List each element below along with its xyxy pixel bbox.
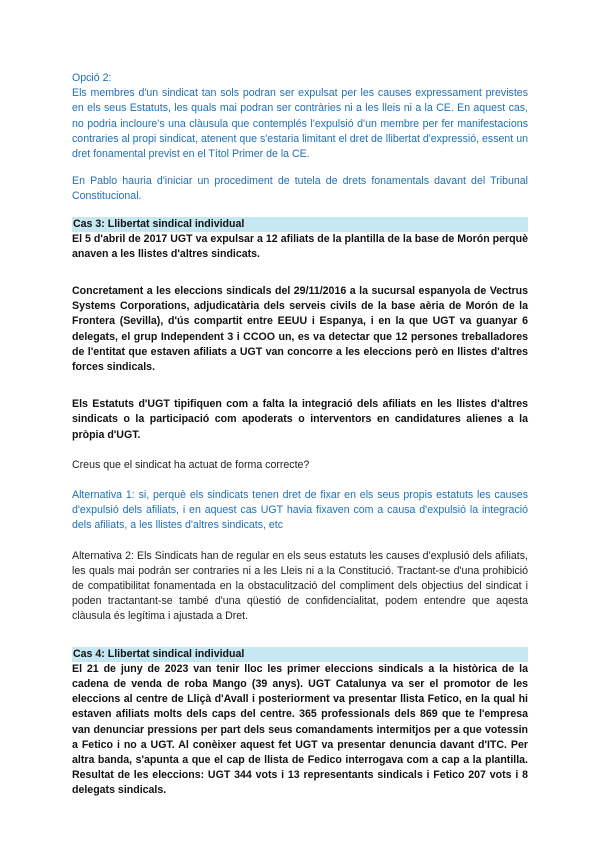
- document-page: [72, 71, 528, 799]
- opcio2-paragraph-2: En Pablo hauria d'iniciar un procediment de tutela de drets fonamentals davant del Tribunal Constitucional.: [72, 175, 528, 203]
- cas3-alternative-2: Alternativa 2: Els Sindicats han de regular en els seus estatuts les causes d'explusió dels afiliats, les quals mai podrán ser contraries ni a les Lleis ni a la Constitució. Tractant-se d'una prohibició de compatibilitat fonamentada en la obstaculització del compliment dels objectius del sindicat i poden tractantant-se també d'una qüestió de confidencialitat, podem entendre que aqesta clàusula és legítima i ajustada a Dret.: [72, 549, 528, 623]
- cas3-paragraph-1: El 5 d'abril de 2017 UGT va expulsar a 12 afiliats de la plantilla de la base de Morón perquè anaven a les llistes d'altres sindicats.: [72, 232, 528, 260]
- opcio2-paragraph-1: Els membres d'un sindicat tan sols podran ser expulsat per les causes expressament previstes en els seus Estatuts, les quals mai podran ser contràries ni a les lleis ni a la CE. En aquest cas, no podria incloure's una clàusula que contemplés l'expulsió d'un membre per fer manifestacions contraries al propi sindicat, atenent que s'estaria limitant el dret de llibertat d'expressió, essent un dret fonamental previst en el Títol Primer de la CE.: [72, 87, 528, 161]
- cas3-question: Creus que el sindicat ha actuat de forma correcte?: [72, 458, 310, 471]
- cas4-paragraph-1: El 21 de juny de 2023 van tenir lloc les primer eleccions sindicals a la històrica de la cadena de venda de roba Mango (39 anys). UGT Catalunya va ser el promotor de les eleccions al centre de Lliçà d'Avall i posteriorment va presentar llista Fetico, en la qual hi estaven afiliats molts dels caps del centre. 365 professionals dels 869 que te l'empresa van denunciar pressions per part dels seus comandaments intermitjos per a que votessin a Fetico i no a UGT. Al conèixer aquest fet UGT va presentar denuncia davant d'ITC. Per altra banda, s'apunta a que el cap de llista de Fedico interrogava com a cap a la plantilla. Resultat de les eleccions: UGT 344 vots i 13 representants sindicals i Fetico 207 vots i 8 delegats sindicals.: [72, 662, 528, 797]
- cas3-paragraph-3: Els Estatuts d'UGT tipifiquen com a falta la integració dels afiliats en les llistes d'altres sindicats o la participació com apoderats o interventors en candidatures alienes a la pròpia d'UGT.: [72, 398, 528, 441]
- cas3-paragraph-2: Concretament a les eleccions sindicals del 29/11/2016 a la sucursal espanyola de Vectrus Systems Corporations, adjudicatària dels serveis civils de la base aèria de Morón de la Frontera (Sevilla), d'ús compartit entre EEUU i Espanya, i en la que UGT va guanyar 6 delegats, el grup Independent 3 i CCOO un, es va detectar que 12 persones treballadores de l'entitat que estaven afiliats a UGT van concorre a les eleccions però en llistes d'altres forces sindicals.: [72, 285, 528, 374]
- cas3-alternative-1: Alternativa 1: si, perquè els sindicats tenen dret de fixar en els seus propis estatuts les causes d'expulsió dels afiliats, i en aquest cas UGT havia fixaven com a causa d'expulsió la integració dels afiliats, a les llistes d'altres sindicats, etc: [72, 489, 528, 532]
- cas4-heading: Cas 4: Llibertat sindical individual: [72, 647, 528, 662]
- opcio2-title: Opció 2:: [72, 72, 112, 84]
- cas3-heading: Cas 3: Llibertat sindical individual: [72, 217, 528, 232]
